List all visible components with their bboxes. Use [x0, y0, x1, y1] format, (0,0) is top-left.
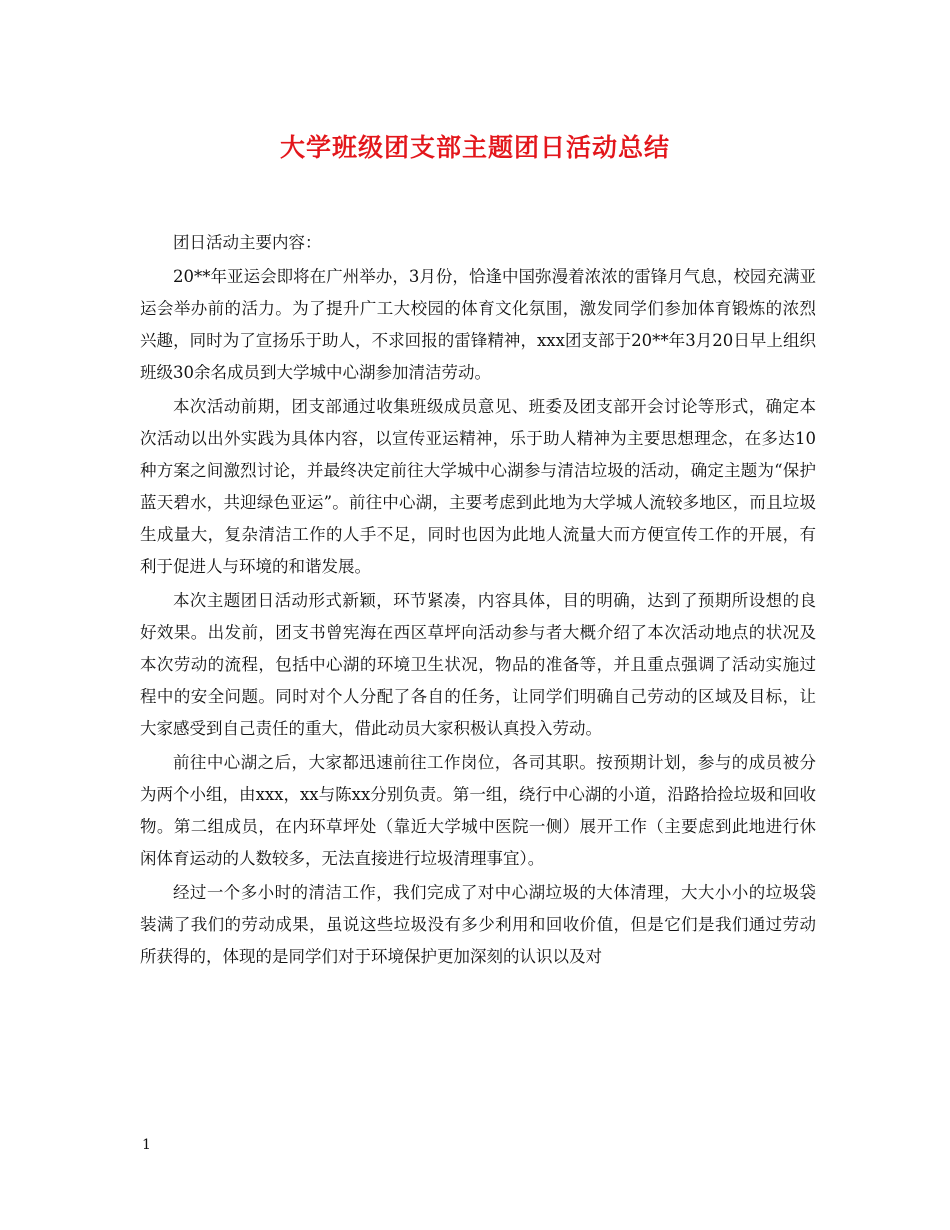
paragraph-4: 本次主题团日活动形式新颖，环节紧凑，内容具体，目的明确，达到了预期所设想的良好效果。出发前，团支书曾宪海在西区草坪向活动参与者大概介绍了本次活动地点的状况及本次劳动的流程，包括中心湖的环境卫生状况，物品的准备等，并且重点强调了活动实施过程中的安全问题。同时对个人分配了各自的任务，让同学们明确自己劳动的区域及目标，让大家感受到自己责任的重大，借此动员大家积极认真投入劳动。	[140, 591, 816, 738]
paragraph-2: 20**年亚运会即将在广州举办，3月份，恰逢中国弥漫着浓浓的雷锋月气息，校园充满亚运会举办前的活力。为了提升广工大校园的体育文化氛围，激发同学们参加体育锻炼的浓烈兴趣，同时为了宣扬乐于助人，不求回报的雷锋精神，xxx团支部于20**年3月20日早上组织班级30余名成员到大学城中心湖参加清洁劳动。	[140, 267, 816, 382]
document-title: 大学班级团支部主题团日活动总结	[279, 133, 670, 162]
page-number: 1	[142, 1137, 151, 1153]
paragraph-1: 团日活动主要内容：	[173, 233, 322, 252]
paragraph-6: 经过一个多小时的清洁工作，我们完成了对中心湖垃圾的大体清理，大大小小的垃圾袋装满了我们的劳动成果，虽说这些垃圾没有多少利用和回收价值，但是它们是我们通过劳动所获得的，体现的是同学们对于环境保护更加深刻的认识以及对	[140, 883, 816, 966]
document-body	[140, 227, 816, 975]
paragraph-5: 前往中心湖之后，大家都迅速前往工作岗位，各司其职。按预期计划，参与的成员被分为两个小组，由xxx，xx与陈xx分别负责。第一组，绕行中心湖的小道，沿路拾捡垃圾和回收物。第二组成员，在内环草坪处（靠近大学城中医院一侧）展开工作（主要虑到此地进行休闲体育运动的人数较多，无法直接进行垃圾清理事宜）。	[140, 753, 816, 868]
paragraph-3: 本次活动前期，团支部通过收集班级成员意见、班委及团支部开会讨论等形式，确定本次活动以出外实践为具体内容，以宣传亚运精神，乐于助人精神为主要思想理念，在多达10种方案之间激烈讨论，并最终决定前往大学城中心湖参与清洁垃圾的活动，确定主题为“保护蓝天碧水，共迎绿色亚运”。前往中心湖，主要考虑到此地为大学城人流较多地区，而且垃圾生成量大，复杂清洁工作的人手不足，同时也因为此地人流量大而方便宣传工作的开展，有利于促进人与环境的和谐发展。	[140, 397, 816, 576]
